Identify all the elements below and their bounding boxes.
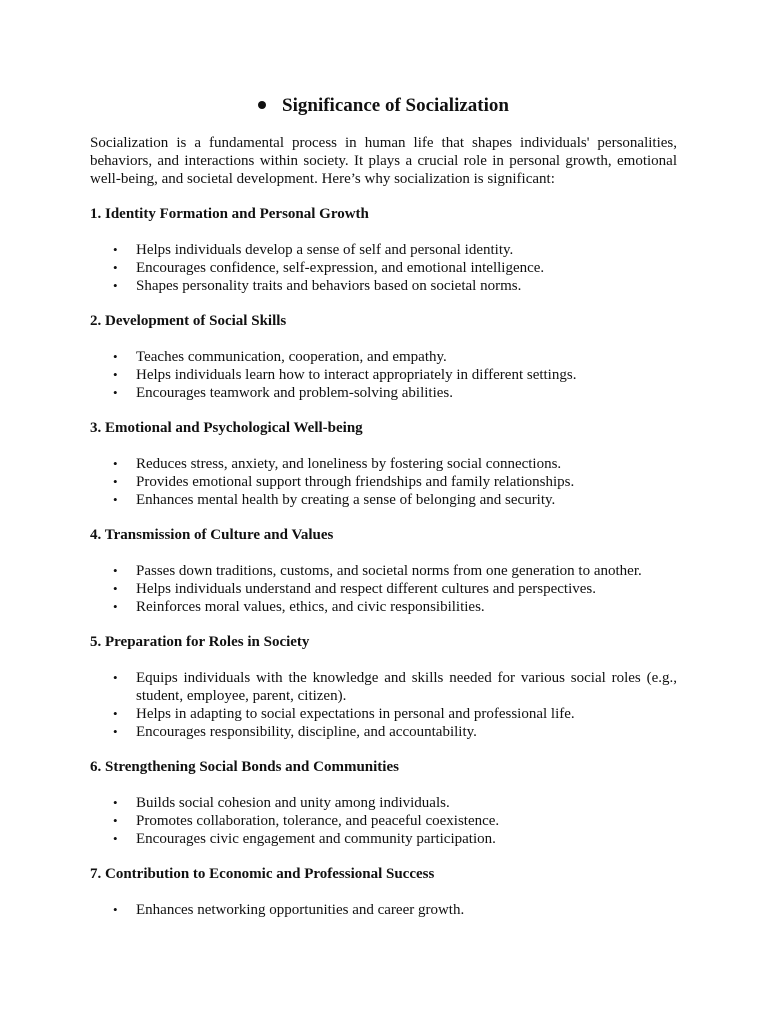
- bullet-icon: •: [113, 581, 118, 596]
- bullet-icon: •: [113, 367, 118, 382]
- section-heading: 1. Identity Formation and Personal Growth: [90, 206, 369, 222]
- bullet-icon: •: [113, 385, 118, 400]
- bullet-list: [90, 901, 677, 919]
- bullet-icon: •: [113, 795, 118, 810]
- section-heading: 2. Development of Social Skills: [90, 313, 287, 329]
- list-item-text: Enhances mental health by creating a sense of belonging and security.: [136, 492, 556, 508]
- bullet-icon: •: [113, 599, 118, 614]
- intro-paragraph: Socialization is a fundamental process in human life that shapes individuals' personalities, behaviors, and interactions within society. It plays a crucial role in personal growth, emotional well-being, and societal development. Here’s why socialization is significant:: [90, 135, 677, 187]
- bullet-icon: •: [113, 349, 118, 364]
- list-item: [90, 455, 677, 473]
- bullet-icon: •: [113, 902, 118, 917]
- list-item-text: Encourages confidence, self-expression, and emotional intelligence.: [136, 260, 545, 276]
- list-item: [90, 830, 677, 848]
- list-item-text: Helps individuals develop a sense of self and personal identity.: [136, 242, 514, 258]
- list-item: [90, 669, 677, 705]
- list-item-text: Reinforces moral values, ethics, and civic responsibilities.: [136, 599, 485, 615]
- list-item: [90, 259, 677, 277]
- bullet-list: [90, 669, 677, 741]
- bullet-list: [90, 348, 677, 402]
- list-item: [90, 812, 677, 830]
- list-item-text: Shapes personality traits and behaviors based on societal norms.: [136, 278, 522, 294]
- list-item-text: Reduces stress, anxiety, and loneliness by fostering social connections.: [136, 456, 562, 472]
- document-page: [90, 92, 677, 936]
- bullet-icon: •: [113, 670, 118, 685]
- list-item: [90, 277, 677, 295]
- bullet-list: [90, 241, 677, 295]
- list-item: [90, 723, 677, 741]
- bullet-icon: •: [113, 456, 118, 471]
- list-item-text: Passes down traditions, customs, and societal norms from one generation to another.: [136, 563, 642, 579]
- list-item: [90, 901, 677, 919]
- list-item: [90, 562, 677, 580]
- list-item-text: Encourages responsibility, discipline, and accountability.: [136, 724, 477, 740]
- bullet-icon: [258, 101, 266, 109]
- list-item: [90, 794, 677, 812]
- section-heading: 5. Preparation for Roles in Society: [90, 634, 310, 650]
- list-item-text: Encourages civic engagement and community participation.: [136, 831, 496, 847]
- bullet-icon: •: [113, 563, 118, 578]
- list-item: [90, 241, 677, 259]
- list-item: [90, 705, 677, 723]
- list-item-text: Promotes collaboration, tolerance, and peaceful coexistence.: [136, 813, 500, 829]
- bullet-icon: •: [113, 474, 118, 489]
- list-item-text: Helps in adapting to social expectations in personal and professional life.: [136, 706, 575, 722]
- document-title: [90, 92, 677, 120]
- list-item-text: Equips individuals with the knowledge and skills needed for various social roles (e.g., student, employee, parent, citizen).: [136, 670, 677, 704]
- section-heading: 7. Contribution to Economic and Professional Success: [90, 866, 435, 882]
- list-item: [90, 598, 677, 616]
- bullet-icon: •: [113, 831, 118, 846]
- list-item: [90, 384, 677, 402]
- section-heading: 3. Emotional and Psychological Well-being: [90, 420, 363, 436]
- list-item-text: Helps individuals understand and respect different cultures and perspectives.: [136, 581, 596, 597]
- list-item-text: Teaches communication, cooperation, and empathy.: [136, 349, 447, 365]
- bullet-list: [90, 562, 677, 616]
- bullet-icon: •: [113, 492, 118, 507]
- bullet-icon: •: [113, 813, 118, 828]
- bullet-list: [90, 794, 677, 848]
- list-item-text: Enhances networking opportunities and career growth.: [136, 902, 465, 918]
- section-heading: 6. Strengthening Social Bonds and Communities: [90, 759, 399, 775]
- list-item: [90, 580, 677, 598]
- bullet-icon: •: [113, 724, 118, 739]
- list-item-text: Builds social cohesion and unity among individuals.: [136, 795, 450, 811]
- list-item: [90, 473, 677, 491]
- document-title-text: Significance of Socialization: [282, 95, 509, 116]
- list-item-text: Helps individuals learn how to interact appropriately in different settings.: [136, 367, 577, 383]
- bullet-icon: •: [113, 278, 118, 293]
- list-item: [90, 366, 677, 384]
- section-heading: 4. Transmission of Culture and Values: [90, 527, 334, 543]
- bullet-icon: •: [113, 242, 118, 257]
- list-item: [90, 348, 677, 366]
- bullet-icon: •: [113, 706, 118, 721]
- bullet-list: [90, 455, 677, 509]
- sections-container: [90, 205, 677, 919]
- list-item-text: Provides emotional support through friendships and family relationships.: [136, 474, 575, 490]
- bullet-icon: •: [113, 260, 118, 275]
- list-item: [90, 491, 677, 509]
- list-item-text: Encourages teamwork and problem-solving abilities.: [136, 385, 453, 401]
